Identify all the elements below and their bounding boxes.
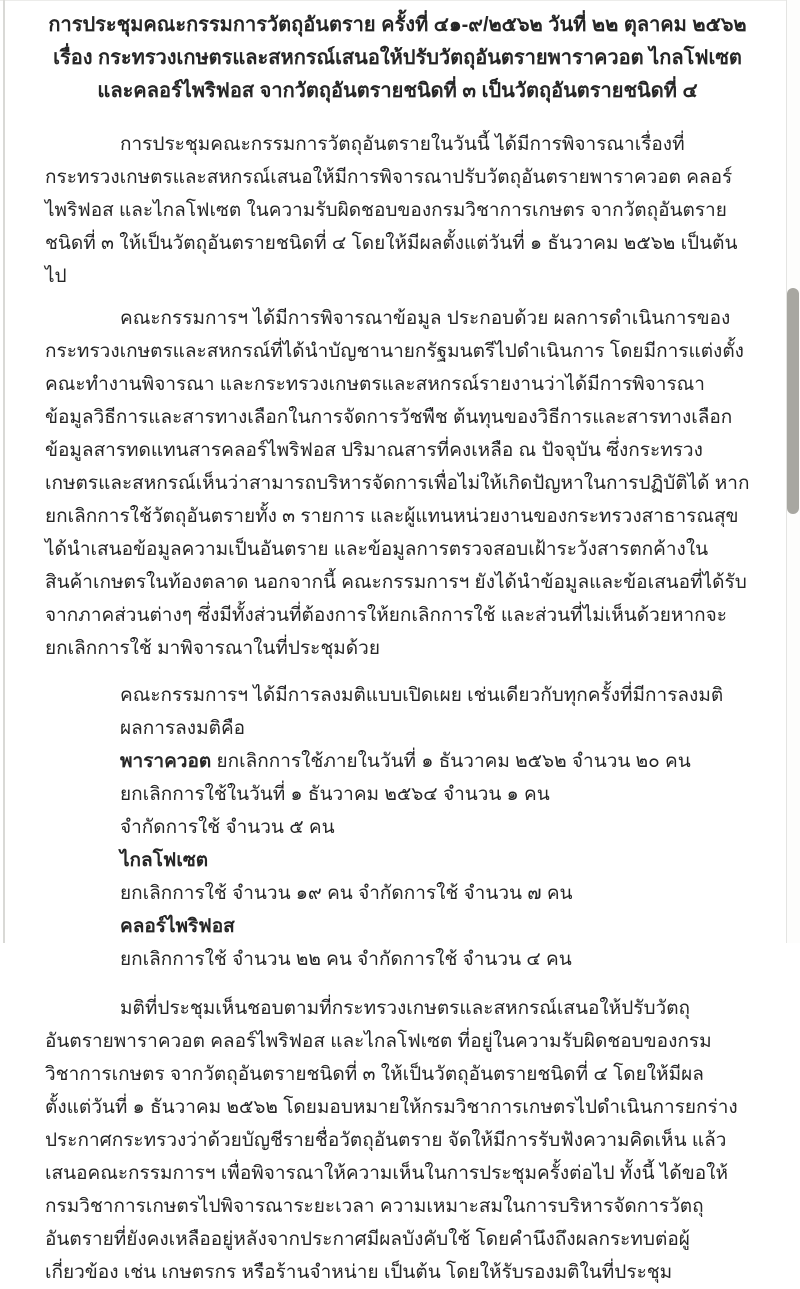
paragraph-deliberation: คณะกรรมการฯ ได้มีการพิจารณาข้อมูล ประกอบด้วย ผลการดำเนินการของกระทรวงเกษตรและสหกรณ์ที่ได้นำบัญชานายกรัฐมนตรีไปดำเนินการ โดยมีการแต่งตั้งคณะทำงานพิจารณา และกระทรวงเกษตรและสหกรณ์รายงานว่าได้มีการพิจารณาข้อมูลวิธีการและสารทางเลือกในการจัดการวัชพืช ต้นทุนของวิธีการและสารทางเลือก ข้อมูลสารทดแทนสารคลอร์ไพริฟอส ปริมาณสารที่คงเหลือ ณ ปัจจุบัน ซึ่งกระทรวงเกษตรและสหกรณ์เห็นว่าสามารถบริหารจัดการเพื่อไม่ให้เกิดปัญหาในการปฏิบัติได้ หากยกเลิกการใช้วัตถุอันตรายทั้ง ๓ รายการ และผู้แทนหน่วยงานของกระทรวงสาธารณสุข ได้นำเสนอข้อมูลความเป็นอันตราย และข้อมูลการตรวจสอบเฝ้าระวังสารตกค้างในสินค้าเกษตรในท้องตลาด นอกจากนี้ คณะกรรมการฯ ยังได้นำข้อมูลและข้อเสนอที่ได้รับจากภาคส่วนต่างๆ ซึ่งมีทั้งส่วนที่ต้องการให้ยกเลิกการใช้ และส่วนที่ไม่เห็นด้วยหากจะยกเลิกการใช้ มาพิจารณาในที่ประชุมด้วย — [45, 308, 750, 659]
vote-intro: คณะกรรมการฯ ได้มีการลงมติแบบเปิดเผย เช่นเดียวกับทุกครั้งที่มีการลงมติ ผลการลงมติคือ — [120, 685, 724, 739]
vote-line — [120, 844, 750, 877]
document-subject: เรื่อง กระทรวงเกษตรและสหกรณ์เสนอให้ปรับวัตถุอันตรายพาราควอต ไกลโฟเซต และคลอร์ไพริฟอส จากวัตถุอันตรายชนิดที่ ๓ เป็นวัตถุอันตรายชนิดที่ ๔ — [53, 47, 742, 102]
chemical-name: ไกลโฟเซต — [120, 850, 209, 871]
vote-result: ยกเลิกการใช้ในวันที่ ๑ ธันวาคม ๒๕๖๔ จำนวน ๑ คน — [120, 784, 550, 805]
paragraph-resolution: มติที่ประชุมเห็นชอบตามที่กระทรวงเกษตรและสหกรณ์เสนอให้ปรับวัตถุอันตรายพาราควอต คลอร์ไพริฟอส และไกลโฟเซต ที่อยู่ในความรับผิดชอบของกรมวิชาการเกษตร จากวัตถุอันตรายชนิดที่ ๓ ให้เป็นวัตถุอันตรายชนิดที่ ๔ โดยให้มีผลตั้งแต่วันที่ ๑ ธันวาคม ๒๕๖๒ โดยมอบหมายให้กรมวิชาการเกษตรไปดำเนินการยกร่างประกาศกระทรวงว่าด้วยบัญชีรายชื่อวัตถุอันตราย จัดให้มีการรับฟังความคิดเห็น แล้วเสนอคณะกรรมการฯ เพื่อพิจารณาให้ความเห็นในการประชุมครั้งต่อไป ทั้งนี้ ได้ขอให้กรมวิชาการเกษตรไปพิจารณาระยะเวลา ความเหมาะสมในการบริหารจัดการวัตถุอันตรายที่ยังคงเหลืออยู่หลังจากประกาศมีผลบังคับใช้ โดยคำนึงถึงผลกระทบต่อผู้เกี่ยวข้อง เช่น เกษตรกร หรือร้านจำหน่าย เป็นต้น โดยให้รับรองมติในที่ประชุม — [45, 998, 738, 1283]
vote-result: ยกเลิกการใช้ภายในวันที่ ๑ ธันวาคม ๒๕๖๒ จำนวน ๒๐ คน — [216, 751, 691, 772]
chemical-name: คลอร์ไพริฟอส — [120, 916, 235, 937]
page-top-border — [0, 0, 786, 1]
scrollbar-track[interactable] — [786, 0, 800, 943]
vote-line — [120, 943, 750, 976]
document-title: การประชุมคณะกรรมการวัตถุอันตราย ครั้งที่ ๔๑-๙/๒๕๖๒ วันที่ ๒๒ ตุลาคม ๒๕๖๒ — [48, 14, 747, 36]
vote-line — [120, 745, 750, 778]
vote-result: จำกัดการใช้ จำนวน ๕ คน — [120, 817, 335, 838]
scrollbar-thumb[interactable] — [787, 288, 799, 514]
vote-result: ยกเลิกการใช้ จำนวน ๑๙ คน จำกัดการใช้ จำนวน ๗ คน — [120, 883, 573, 904]
chemical-name: พาราควอต — [120, 751, 212, 772]
page-left-border — [3, 0, 5, 943]
vote-line — [120, 910, 750, 943]
vote-results-block — [45, 679, 750, 976]
vote-line — [120, 877, 750, 910]
vote-line — [120, 811, 750, 844]
vote-result: ยกเลิกการใช้ จำนวน ๒๒ คน จำกัดการใช้ จำนวน ๔ คน — [120, 949, 572, 970]
vote-line — [120, 778, 750, 811]
document-content — [45, 9, 750, 1283]
paragraph-opening: การประชุมคณะกรรมการวัตถุอันตรายในวันนี้ ได้มีการพิจารณาเรื่องที่กระทรวงเกษตรและสหกรณ์เสนอให้มีการพิจารณาปรับวัตถุอันตรายพาราควอต คลอร์ไพริฟอส และไกลโฟเซต ในความรับผิดชอบของกรมวิชาการเกษตร จากวัตถุอันตรายชนิดที่ ๓ ให้เป็นวัตถุอันตรายชนิดที่ ๔ โดยให้มีผลตั้งแต่วันที่ ๑ ธันวาคม ๒๕๖๒ เป็นต้นไป — [45, 134, 738, 287]
